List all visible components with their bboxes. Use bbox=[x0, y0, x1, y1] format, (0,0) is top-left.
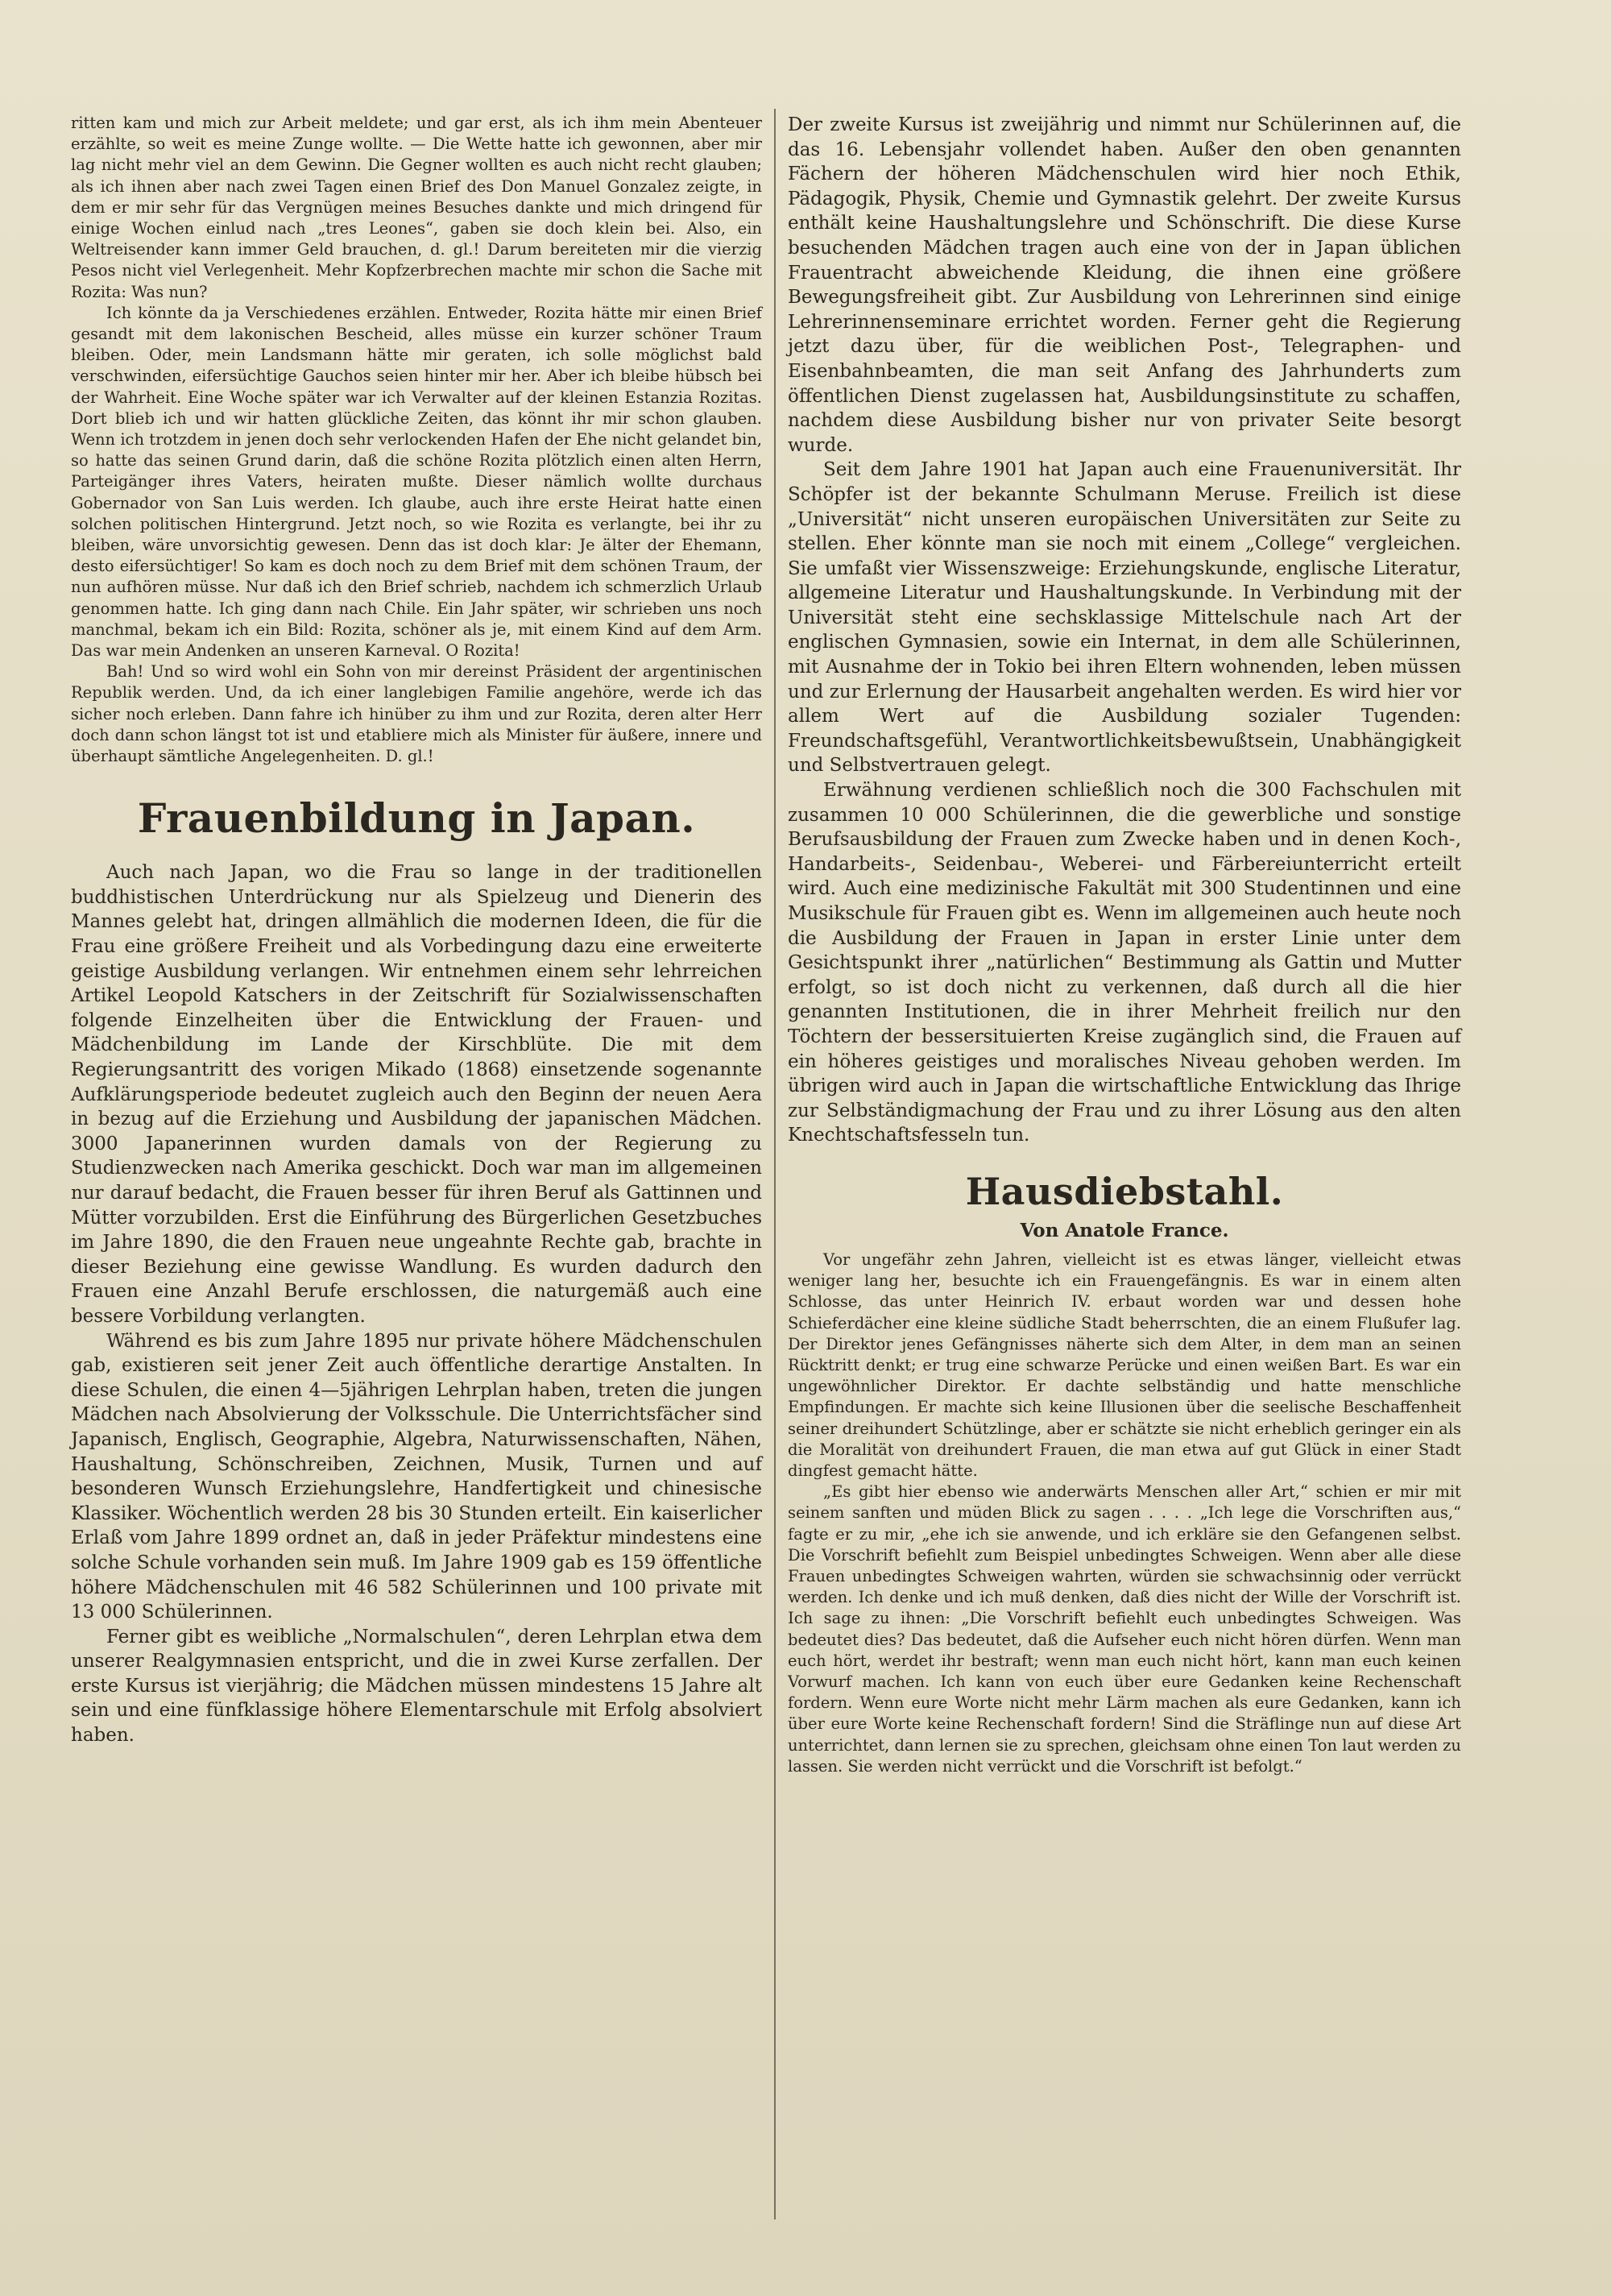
article-heading: Frauenbildung in Japan. bbox=[137, 794, 696, 843]
story-heading: Hausdiebstahl. bbox=[965, 1169, 1284, 1213]
story-paragraph: Bah! Und so wird wohl ein Sohn von mir dereinst Präsident der argentinischen Republik werden. Und, da ich einer langlebigen Familie angehöre, werde ich das sicher noch erleben. Dann fahre ich hinüber zu ihm und zur Rozita, deren alter Herr doch dann schon längst tot ist und etabliere mich als Minister für äußere, innere und überhaupt sämtliche Angelegenheiten. D. gl.! bbox=[71, 662, 762, 766]
article-paragraph: Seit dem Jahre 1901 hat Japan auch eine Frauenuniversität. Ihr Schöpfer ist der bekannte Schulmann Meruse. Freilich ist diese „Universität“ nicht unseren europäischen Universitäten zur Seite zu stellen. Eher könnte man sie noch mit einem „College“ vergleichen. Sie umfaßt vier Wissenszweige: Erziehungskunde, englische Literatur, allgemeine Literatur und Haushaltungskunde. In Verbindung mit der Universität steht eine sechsklassige Mittelschule nach Art der englischen Gymnasien, sowie ein Internat, in dem alle Schülerinnen, mit Ausnahme der in Tokio bei ihren Eltern wohnenden, leben müssen und zur Erlernung der Hausarbeit angehalten werden. Es wird hier vor allem Wert auf die Ausbildung sozialer Tugenden: Freundschaftsgefühl, Verantwortlichkeitsbewußtsein, Unabhängigkeit und Selbstvertrauen gelegt. bbox=[788, 459, 1461, 777]
article-paragraph: Auch nach Japan, wo die Frau so lange in der traditionellen buddhistischen Unterdrückung nur als Spielzeug und Dienerin des Mannes gelebt hat, dringen allmählich die modernen Ideen, die für die Frau eine größere Freiheit und als Vorbedingung dazu eine erweiterte geistige Ausbildung verlangen. Wir entnehmen einem sehr lehrreichen Artikel Leopold Katschers in der Zeitschrift für Sozialwissenschaften folgende Einzelheiten über die Entwicklung der Frauen- und Mädchenbildung im Lande der Kirschblüte. Die mit dem Regierungsantritt des vorigen Mikado (1868) einsetzende sogenannte Aufklärungsperiode bedeutet zugleich auch den Beginn der neuen Aera in bezug auf die Erziehung und Ausbildung der japanischen Mädchen. 3000 Japanerinnen wurden damals von der Regierung zu Studienzwecken nach Amerika geschickt. Doch war man im allgemeinen nur darauf bedacht, die Frauen besser für ihren Beruf als Gattinnen und Mütter vorzubilden. Erst die Einführung des Bürgerlichen Gesetzbuches im Jahre 1890, die den Frauen neue ungeahnte Rechte gab, brachte in dieser Beziehung eine gewisse Wandlung. Es wurden dadurch den Frauen eine Anzahl Berufe erschlossen, die naturgemäß auch eine bessere Vorbildung verlangten. bbox=[71, 862, 762, 1327]
article-paragraph: Während es bis zum Jahre 1895 nur private höhere Mädchenschulen gab, existieren seit jener Zeit auch öffentliche derartige Anstalten. In diese Schulen, die einen 4—5jährigen Lehrplan haben, treten die jungen Mädchen nach Absolvierung der Volksschule. Die Unterrichtsfächer sind Japanisch, Englisch, Geographie, Algebra, Naturwissenschaften, Nähen, Haushaltung, Schönschreiben, Zeichnen, Musik, Turnen und auf besonderen Wunsch Erziehungslehre, Handfertigkeit und chinesische Klassiker. Wöchentlich werden 28 bis 30 Stunden erteilt. Ein kaiserlicher Erlaß vom Jahre 1899 ordnet an, daß in jeder Präfektur mindestens eine solche Schule vorhanden sein muß. Im Jahre 1909 gab es 159 öffentliche höhere Mädchenschulen mit 46 582 Schülerinnen und 100 private mit 13 000 Schülerinnen. bbox=[71, 1330, 762, 1623]
left-column bbox=[71, 113, 762, 1748]
article-paragraph: Der zweite Kursus ist zweijährig und nimmt nur Schülerinnen auf, die das 16. Lebensjahr vollendet haben. Außer den oben genannten Fächern der höheren Mädchenschulen wird hier noch Ethik, Pädagogik, Physik, Chemie und Gymnastik gelehrt. Der zweite Kursus enthält keine Haushaltungslehre und Schönschrift. Die diese Kurse besuchenden Mädchen tragen auch eine von der in Japan üblichen Frauentracht abweichende Kleidung, die ihnen eine größere Bewegungsfreiheit gibt. Zur Ausbildung von Lehrerinnen sind einige Lehrerinnenseminare errichtet worden. Ferner geht die Regierung jetzt dazu über, für die weiblichen Post-, Telegraphen- und Eisenbahnbeamten, die man seit Anfang des Jahrhunderts zum öffentlichen Dienst zugelassen hat, Ausbildungsinstitute zu schaffen, nachdem diese Ausbildung bisher nur von privater Seite besorgt wurde. bbox=[788, 114, 1461, 456]
column-divider bbox=[774, 109, 776, 2219]
story-paragraph: „Es gibt hier ebenso wie anderwärts Menschen aller Art,“ schien er mir mit seinem sanften und müden Blick zu sagen . . . . „Ich lege die Vorschriften aus,“ fagte er zu mir, „ehe ich sie anwende, und ich erkläre sie den Gefangenen selbst. Die Vorschrift befiehlt zum Beispiel unbedingtes Schweigen. Wenn aber alle diese Frauen unbedingtes Schweigen wahrten, würden sie schwachsinnig oder verrückt werden. Ich denke und ich muß denken, daß dies nicht der Wille der Vorschrift ist. Ich sage zu ihnen: „Die Vorschrift befiehlt euch unbedingtes Schweigen. Was bedeutet dies? Das bedeutet, daß die Aufseher euch nicht hören dürfen. Wenn man euch hört, werdet ihr bestraft; wenn man euch nicht hört, kann man euch keinen Vorwurf machen. Ich kann von euch über eure Gedanken keine Rechenschaft fordern. Wenn eure Worte nicht mehr Lärm machen als eure Gedanken, kann ich über eure Worte keine Rechenschaft fordern! Sind die Sträflinge nun auf diese Art unterrichtet, dann lernen sie zu sprechen, gleichsam ohne einen Ton laut werden zu lassen. Sie werden nicht verrückt und die Vorschrift ist befolgt.“ bbox=[788, 1482, 1461, 1776]
story-byline: Von Anatole France. bbox=[1020, 1219, 1229, 1241]
story-paragraph: Ich könnte da ja Verschiedenes erzählen. Entweder, Rozita hätte mir einen Brief gesandt mit dem lakonischen Bescheid, alles müsse ein kurzer schöner Traum bleiben. Oder, mein Landsmann hätte mir geraten, ich solle möglichst bald verschwinden, eifersüchtige Gauchos seien hinter mir her. Aber ich bleibe hübsch bei der Wahrheit. Eine Woche später war ich Verwalter auf der kleinen Estanzia Rozitas. Dort blieb ich und wir hatten glückliche Zeiten, das könnt ihr mir schon glauben. Wenn ich trotzdem in jenen doch sehr verlockenden Hafen der Ehe nicht gelandet bin, so hatte das seinen Grund darin, daß die schöne Rozita plötzlich einen alten Herrn, Parteigänger ihres Vaters, heiraten mußte. Dieser nämlich wollte durchaus Gobernador von San Luis werden. Ich glaube, auch ihre erste Heirat hatte einen solchen politischen Hintergrund. Jetzt noch, so wie Rozita es verlangte, bei ihr zu bleiben, wäre unvorsichtig gewesen. Denn das ist doch klar: Je älter der Ehemann, desto eifersüchtiger! So kam es doch noch zu dem Brief mit dem schönen Traum, der nun aufhören müsse. Nur daß ich den Brief schrieb, nachdem ich schmerzlich Urlaub genommen hatte. Ich ging dann nach Chile. Ein Jahr später, wir schrieben uns noch manchmal, bekam ich ein Bild: Rozita, schöner als je, mit einem Kind auf dem Arm. Das war mein Andenken an unseren Karneval. O Rozita! bbox=[71, 303, 762, 661]
right-column bbox=[788, 113, 1461, 1777]
story-paragraph: ritten kam und mich zur Arbeit meldete; und gar erst, als ich ihm mein Abenteuer erzählte, so weit es meine Zunge wollte. — Die Wette hatte ich gewonnen, aber mir lag nicht mehr viel an dem Gewinn. Die Gegner wollten es auch nicht recht glauben; als ich ihnen aber nach zwei Tagen einen Brief des Don Manuel Gonzalez zeigte, in dem er mir sehr für das Vergnügen meines Besuches dankte und mich dringend für einige Wochen einlud nach „tres Leones“, gaben sie doch klein bei. Also, ein Weltreisender kann immer Geld brauchen, d. gl.! Darum bereiteten mir die vierzig Pesos nicht viel Verlegenheit. Mehr Kopfzerbrechen machte mir schon die Sache mit Rozita: Was nun? bbox=[71, 114, 762, 301]
story-paragraph: Vor ungefähr zehn Jahren, vielleicht ist es etwas länger, vielleicht etwas weniger lang her, besuchte ich ein Frauengefängnis. Es war in einem alten Schlosse, das unter Heinrich IV. erbaut worden war und dessen hohe Schieferdächer eine kleine südliche Stadt beherrschten, die an einem Flußufer lag. Der Direktor jenes Gefängnisses näherte sich dem Alter, in dem man an seinen Rücktritt denkt; er trug eine schwarze Perücke und einen weißen Bart. Es war ein ungewöhnlicher Direktor. Er dachte selbständig und hatte menschliche Empfindungen. Er machte sich keine Illusionen über die seelische Beschaffenheit seiner dreihundert Schützlinge, aber er schätzte sie nicht erheblich geringer ein als die Moralität von dreihundert Frauen, die man etwa auf gut Glück in einer Stadt dingfest gemacht hätte. bbox=[788, 1250, 1461, 1480]
article-paragraph: Ferner gibt es weibliche „Normalschulen“, deren Lehrplan etwa dem unserer Realgymnasien entspricht, und die in zwei Kurse zerfallen. Der erste Kursus ist vierjährig; die Mädchen müssen mindestens 15 Jahre alt sein und eine fünfklassige höhere Elementarschule mit Erfolg absolviert haben. bbox=[71, 1626, 762, 1747]
article-paragraph: Erwähnung verdienen schließlich noch die 300 Fachschulen mit zusammen 10 000 Schülerinnen, die die gewerbliche und sonstige Berufsausbildung der Frauen zum Zwecke haben und in denen Koch-, Handarbeits-, Seidenbau-, Weberei- und Färbereiunterricht erteilt wird. Auch eine medizinische Fakultät mit 300 Studentinnen und eine Musikschule für Frauen gibt es. Wenn im allgemeinen auch heute noch die Ausbildung der Frauen in Japan in erster Linie unter dem Gesichtspunkt ihrer „natürlichen“ Bestimmung als Gattin und Mutter erfolgt, so ist doch nicht zu verkennen, daß durch all die hier genannten Institutionen, die in ihrer Mehrheit freilich nur den Töchtern der bessersituierten Kreise zugänglich sind, die Frauen auf ein höheres geistiges und moralisches Niveau gehoben werden. Im übrigen wird auch in Japan die wirtschaftliche Entwicklung das Ihrige zur Selbständigmachung der Frau und zu ihrer Lösung aus den alten Knechtschaftsfesseln tun. bbox=[788, 780, 1461, 1146]
